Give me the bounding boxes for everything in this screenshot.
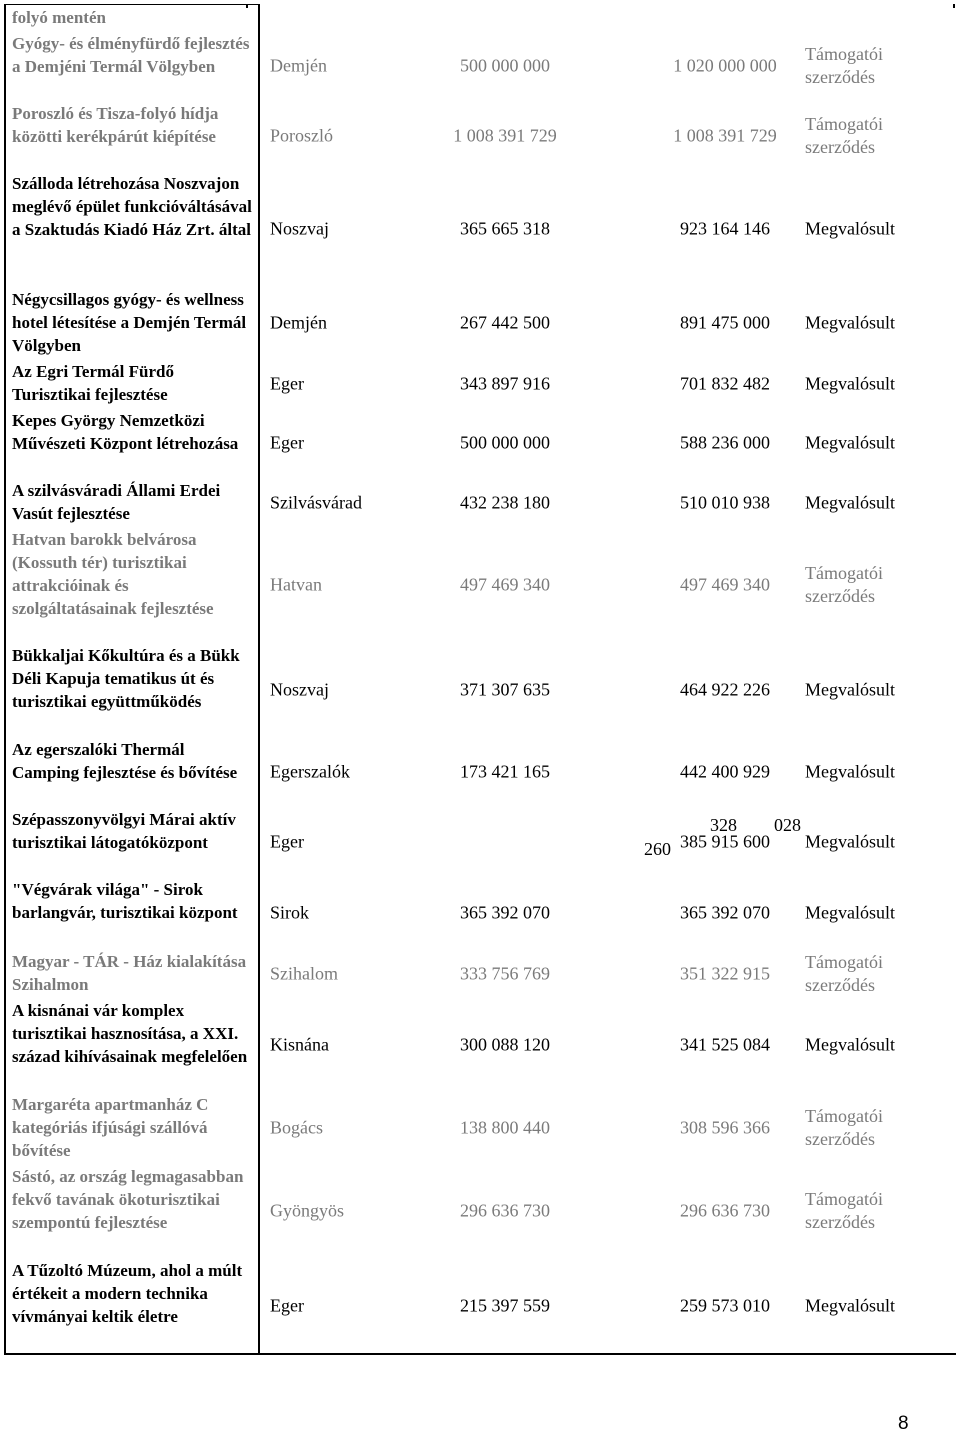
settlement: Sirok (270, 902, 310, 923)
support-amount: 371 307 635 (460, 679, 550, 700)
total-cost: 365 392 070 (680, 902, 770, 923)
support-amount: 138 800 440 (460, 1117, 550, 1138)
support-amount: 343 897 916 (460, 373, 550, 393)
table-row (5, 949, 956, 998)
table-row (5, 807, 956, 877)
project-name: Az Egri Termál Fürdő Turisztikai fejlesztése (5, 359, 259, 408)
status: Megvalósult (805, 761, 895, 782)
status: Megvalósult (805, 492, 895, 512)
projects-table (4, 4, 956, 1355)
table-row (5, 359, 956, 408)
support-amount-part: 260 (644, 839, 671, 859)
settlement: Gyöngyös (270, 1200, 345, 1221)
project-name: Kepes György Nemzetközi Művészeti Központ létrehozása (5, 408, 259, 478)
project-name: Szépasszonyvölgyi Márai aktív turisztikai látogatóközpont (5, 807, 259, 877)
table-row (5, 31, 956, 101)
project-name: A szilvásváradi Állami Erdei Vasút fejlesztése (5, 478, 259, 527)
project-name: Magyar - TÁR - Ház kialakítása Szihalmon (5, 949, 259, 998)
table-row (5, 287, 956, 359)
support-amount: 1 008 391 729 (453, 125, 557, 146)
status: Támogatói szerződés (805, 44, 883, 87)
settlement: Noszvaj (270, 218, 329, 239)
settlement: Demjén (270, 55, 327, 76)
table-row (5, 527, 956, 643)
support-amount: 432 238 180 (460, 492, 550, 512)
total-cost: 351 322 915 (680, 963, 770, 983)
support-amount: 497 469 340 (460, 574, 550, 595)
project-name: Poroszló és Tisza-folyó hídja közötti kerékpárút kiépítése (5, 101, 259, 171)
settlement: Eger (270, 432, 304, 453)
row-data (259, 287, 956, 359)
total-cost: 308 596 366 (680, 1117, 770, 1138)
row-data (259, 998, 956, 1092)
project-name: folyó mentén (5, 5, 259, 32)
project-name: Az egerszalóki Thermál Camping fejlesztése és bővítése (5, 737, 259, 807)
project-name: Hatvan barokk belvárosa (Kossuth tér) turisztikai attrakcióinak és szolgáltatásainak fejlesztése (5, 527, 259, 643)
table-row (5, 737, 956, 807)
table-row (5, 877, 956, 949)
table-row (5, 643, 956, 737)
row-data (259, 31, 956, 101)
settlement: Egerszalók (270, 761, 350, 782)
settlement: Bogács (270, 1117, 323, 1138)
status: Megvalósult (805, 312, 895, 333)
settlement: Szilvásvárad (270, 492, 362, 512)
status: Megvalósult (805, 373, 895, 393)
support-amount: 296 636 730 (460, 1200, 550, 1221)
row-data (259, 1164, 956, 1258)
support-amount: 173 421 165 (460, 761, 550, 782)
project-name: Sástó, az ország legmagasabban fekvő tavának ökoturisztikai szempontú fejlesztése (5, 1164, 259, 1258)
total-cost: 464 922 226 (680, 679, 770, 700)
table-row (5, 408, 956, 478)
status: Megvalósult (805, 432, 895, 453)
table-row (5, 1164, 956, 1258)
status: Támogatói szerződés (805, 951, 883, 995)
support-amount: 365 392 070 (460, 902, 550, 923)
total-cost: 923 164 146 (680, 218, 770, 239)
project-name: Négycsillagos gyógy- és wellness hotel létesítése a Demjén Termál Völgyben (5, 287, 259, 359)
status: Megvalósult (805, 1034, 895, 1055)
status: Támogatói szerződés (805, 563, 883, 606)
table-row (5, 101, 956, 171)
project-name: A Tűzoltó Múzeum, ahol a múlt értékeit a modern technika vívmányai keltik életre (5, 1258, 259, 1354)
row-data (259, 408, 956, 478)
row-data (259, 478, 956, 527)
row-data (259, 737, 956, 807)
total-cost: 259 573 010 (680, 1295, 770, 1315)
status: Megvalósult (805, 218, 895, 239)
project-name: Bükkaljai Kőkultúra és a Bükk Déli Kapuja tematikus út és turisztikai együttműködés (5, 643, 259, 737)
row-data (259, 527, 956, 643)
status: Megvalósult (805, 831, 895, 852)
column-divider-tick (246, 4, 248, 8)
total-cost: 442 400 929 (680, 761, 770, 782)
settlement: Poroszló (270, 125, 333, 146)
settlement: Kisnána (270, 1034, 329, 1055)
table-row (5, 478, 956, 527)
page-number: 8 (898, 1413, 909, 1434)
total-cost: 891 475 000 (680, 312, 770, 333)
total-cost: 1 008 391 729 (673, 125, 777, 146)
table-row (5, 1092, 956, 1164)
status: Támogatói szerződés (805, 114, 883, 157)
support-amount: 365 665 318 (460, 218, 550, 239)
total-cost: 497 469 340 (680, 574, 770, 595)
total-cost: 510 010 938 (680, 492, 770, 512)
total-cost: 296 636 730 (680, 1200, 770, 1221)
settlement: Hatvan (270, 574, 322, 595)
support-amount: 500 000 000 (460, 432, 550, 453)
row-data (259, 359, 956, 408)
row-data (259, 1092, 956, 1164)
support-amount: 267 442 500 (460, 312, 550, 333)
project-name: Margaréta apartmanház C kategóriás ifjúsági szállóvá bővítése (5, 1092, 259, 1164)
project-name: A kisnánai vár komplex turisztikai hasznosítása, a XXI. század kihívásainak megfelelően (5, 998, 259, 1092)
project-name: Szálloda létrehozása Noszvajon meglévő épület funkcióváltásával a Szaktudás Kiadó Ház Zrt. által (5, 171, 259, 287)
row-data (259, 949, 956, 998)
row-data (259, 101, 956, 171)
support-amount: 500 000 000 (460, 55, 550, 76)
settlement: Demjén (270, 312, 327, 333)
support-amount: 300 088 120 (460, 1034, 550, 1055)
table-row (5, 5, 956, 32)
support-amount-part: 328 (710, 815, 737, 835)
status: Támogatói szerződés (805, 1189, 883, 1232)
table-row (5, 1258, 956, 1354)
support-amount: 333 756 769 (460, 963, 550, 983)
settlement: Eger (270, 831, 304, 852)
column-divider-tick (953, 4, 955, 8)
status: Támogatói szerződés (805, 1106, 883, 1149)
support-amount-part: 028 (774, 815, 801, 835)
total-cost: 1 020 000 000 (673, 55, 777, 76)
row-data (259, 171, 956, 287)
status: Megvalósult (805, 1295, 895, 1315)
total-cost: 341 525 084 (680, 1034, 770, 1055)
total-cost: 385 915 600 (680, 831, 770, 852)
total-cost: 701 832 482 (680, 373, 770, 393)
project-name: "Végvárak világa" - Sirok barlangvár, turisztikai központ (5, 877, 259, 949)
total-cost: 588 236 000 (680, 432, 770, 453)
support-amount: 215 397 559 (460, 1295, 550, 1315)
settlement: Szihalom (270, 963, 338, 983)
settlement: Eger (270, 1295, 304, 1315)
row-data (259, 643, 956, 737)
row-data (259, 1258, 956, 1354)
table-row (5, 171, 956, 287)
row-data (259, 877, 956, 949)
status: Megvalósult (805, 902, 895, 923)
settlement: Noszvaj (270, 679, 329, 700)
table-row (5, 998, 956, 1092)
settlement: Eger (270, 373, 304, 393)
row-data (259, 807, 956, 877)
row-data (259, 5, 956, 32)
project-name: Gyógy- és élményfürdő fejlesztés a Demjéni Termál Völgyben (5, 31, 259, 101)
status: Megvalósult (805, 679, 895, 700)
